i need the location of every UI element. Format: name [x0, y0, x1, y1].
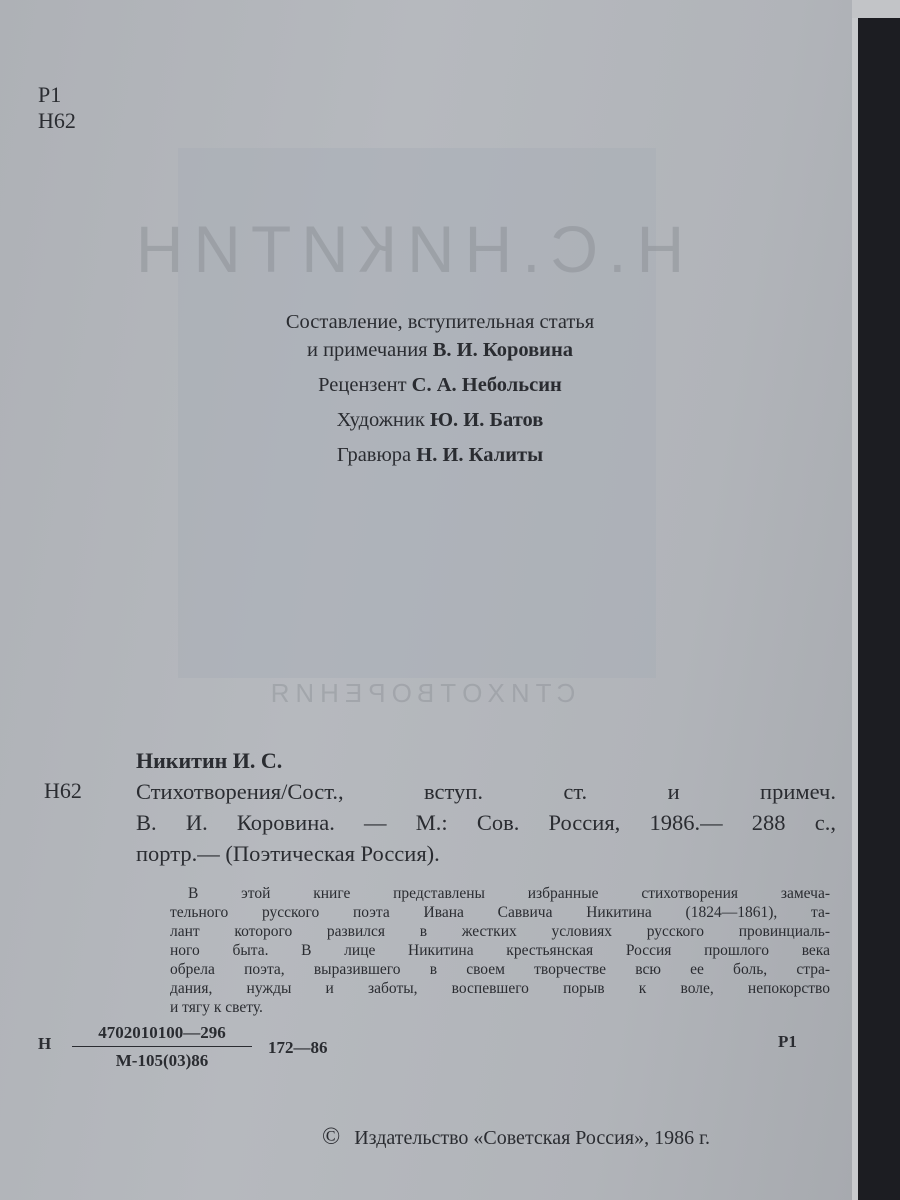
artist-prefix: Художник	[336, 409, 430, 431]
annotation-line: дания, нужды и заботы, воспевшего порыв к воле, непокорство	[170, 980, 830, 997]
index-fraction	[72, 1022, 252, 1072]
copyright-text: Издательство «Советская Россия», 1986 г.	[354, 1127, 711, 1149]
catalog-line: В. И. Коровина. — М.: Сов. Россия, 1986.— 288 с.,	[136, 810, 836, 835]
page-edge	[852, 0, 858, 1200]
index-right: Р1	[778, 1032, 797, 1051]
annotation-line: лант которого развился в жестких условиях русского провинциаль-	[170, 923, 830, 940]
reviewer-name: С. А. Небольсин	[411, 374, 562, 396]
artist-line	[200, 406, 680, 434]
annotation-line: и тягу к свету.	[170, 999, 263, 1016]
credits-block	[200, 308, 680, 469]
compiler-prefix: и примечания	[306, 339, 433, 361]
engraving-line	[200, 441, 680, 469]
compiler-name: В. И. Коровина	[432, 339, 574, 361]
index-denominator: М-105(03)86	[115, 1051, 209, 1070]
artist-name: Ю. И. Батов	[429, 409, 544, 431]
index-middle: 172—86	[268, 1038, 328, 1057]
index-numerator: 4702010100—296	[98, 1023, 226, 1042]
show-through-title: Н.С.НИКИТИН	[125, 212, 685, 286]
catalog-code: Н62	[44, 778, 82, 803]
bbk-index	[38, 82, 76, 134]
copyright-line	[322, 1124, 710, 1151]
reviewer-line	[200, 371, 680, 399]
compiler-line-2	[200, 336, 680, 364]
catalog-line: Стихотворения/Сост., вступ. ст. и примеч.	[136, 779, 836, 804]
page-corner	[852, 0, 900, 18]
engraving-prefix: Гравюра	[336, 444, 417, 466]
reviewer-prefix: Рецензент	[318, 374, 412, 396]
annotation-line: В этой книге представлены избранные стихотворения замеча-	[188, 885, 830, 902]
bbk-line-1: Р1	[38, 82, 62, 107]
annotation	[170, 884, 830, 1017]
fraction-bar	[72, 1046, 252, 1047]
catalog-description	[136, 776, 836, 869]
annotation-line: тельного русского поэта Ивана Саввича Никитина (1824—1861), та-	[170, 904, 830, 921]
annotation-line: обрела поэта, выразившего в своем творчестве всю ее боль, стра-	[170, 961, 830, 978]
engraving-name: Н. И. Калиты	[416, 444, 544, 466]
copyright-icon: ©	[322, 1124, 341, 1150]
index-letter: Н	[38, 1034, 52, 1053]
catalog-line: портр.— (Поэтическая Россия).	[136, 841, 440, 866]
annotation-line: ного быта. В лице Никитина крестьянская Россия прошлого века	[170, 942, 830, 959]
bbk-line-2: Н62	[38, 108, 76, 133]
compiler-line-1: Составление, вступительная статья	[285, 311, 595, 333]
show-through-subtitle: СТИХОТВОРЕНИЯ	[264, 678, 576, 708]
catalog-author: Никитин И. С.	[136, 748, 283, 773]
